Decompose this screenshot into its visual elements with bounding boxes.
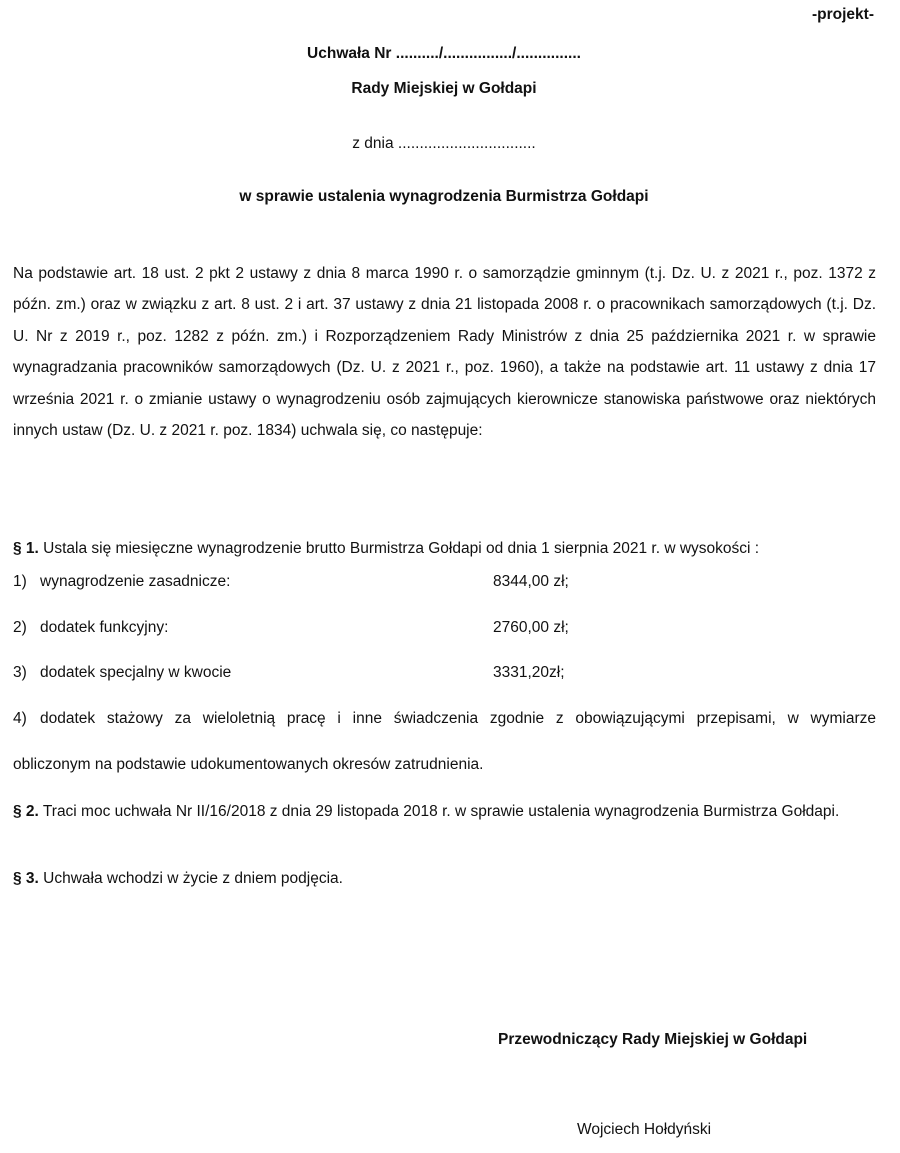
section-3-text: Uchwała wchodzi w życie z dniem podjęcia. [38,870,343,887]
list-item [0,573,880,595]
draft-mark: -projekt- [812,6,874,23]
subject-line: w sprawie ustalenia wynagrodzenia Burmistrza Gołdapi [239,188,649,205]
list-item-number: 1) [13,573,27,590]
resolution-title: Uchwała Nr ........../................/............... [307,45,581,62]
list-item-4 [0,710,880,732]
list-item-label: dodatek stażowy za wieloletnią pracę i inne świadczenia zgodnie z obowiązującymi przepisami, w wymiarze [40,710,876,727]
section-2 [13,796,876,827]
list-item [0,619,880,641]
list-item-label: wynagrodzenie zasadnicze: [40,573,231,590]
signature-name: Wojciech Hołdyński [577,1121,712,1138]
list-item-number: 3) [13,664,27,681]
list-item [0,664,880,686]
list-item-label: dodatek specjalny w kwocie [40,664,232,681]
list-item-value: 8344,00 zł; [493,573,569,590]
section-1-heading [13,540,759,558]
list-item-label: dodatek funkcyjny: [40,619,169,636]
preamble: Na podstawie art. 18 ust. 2 pkt 2 ustawy z dnia 8 marca 1990 r. o samorządzie gminnym (t.j. Dz. U. z 2021 r., poz. 1372 z późn. zm.) oraz w związku z art. 8 ust. 2 i art. 37 ustawy z dnia 21 listopada 2008 r. o pracownikach samorządowych (t.j. Dz. U. Nr z 2019 r., poz. 1282 z późn. zm.) i Rozporządzeniem Rady Ministrów z dnia 25 października 2021 r. w sprawie wynagradzania pracowników samorządowych (Dz. U. z 2021 r., poz. 1960), a także na podstawie art. 11 ustawy z dnia 17 września 2021 r. o zmianie ustawy o wynagrodzeniu osób zajmujących kierownicze stanowiska państwowe oraz niektórych innych ustaw (Dz. U. z 2021 r. poz. 1834) uchwala się, co następuje: [13,265,876,440]
signature-title: Przewodniczący Rady Miejskiej w Gołdapi [498,1031,808,1048]
section-2-mark: § 2. [13,803,39,820]
list-item-value: 2760,00 zł; [493,619,569,636]
section-3 [13,870,343,888]
list-item-4-continuation: obliczonym na podstawie udokumentowanych okresów zatrudnienia. [13,756,484,773]
section-1-text: Ustala się miesięczne wynagrodzenie brutto Burmistrza Gołdapi od dnia 1 sierpnia 2021 r. w wysokości : [38,540,760,557]
section-2-text: Traci moc uchwała Nr II/16/2018 z dnia 29 listopada 2018 r. w sprawie ustalenia wynagrodzenia Burmistrza Gołdapi. [38,803,840,820]
section-3-mark: § 3. [13,870,39,887]
section-1-mark: § 1. [13,540,39,557]
list-item-value: 3331,20zł; [493,664,565,681]
date-line: z dnia ................................ [352,135,536,152]
issuer-line: Rady Miejskiej w Gołdapi [351,80,537,97]
list-item-number: 4) [13,710,27,727]
list-item-number: 2) [13,619,27,636]
